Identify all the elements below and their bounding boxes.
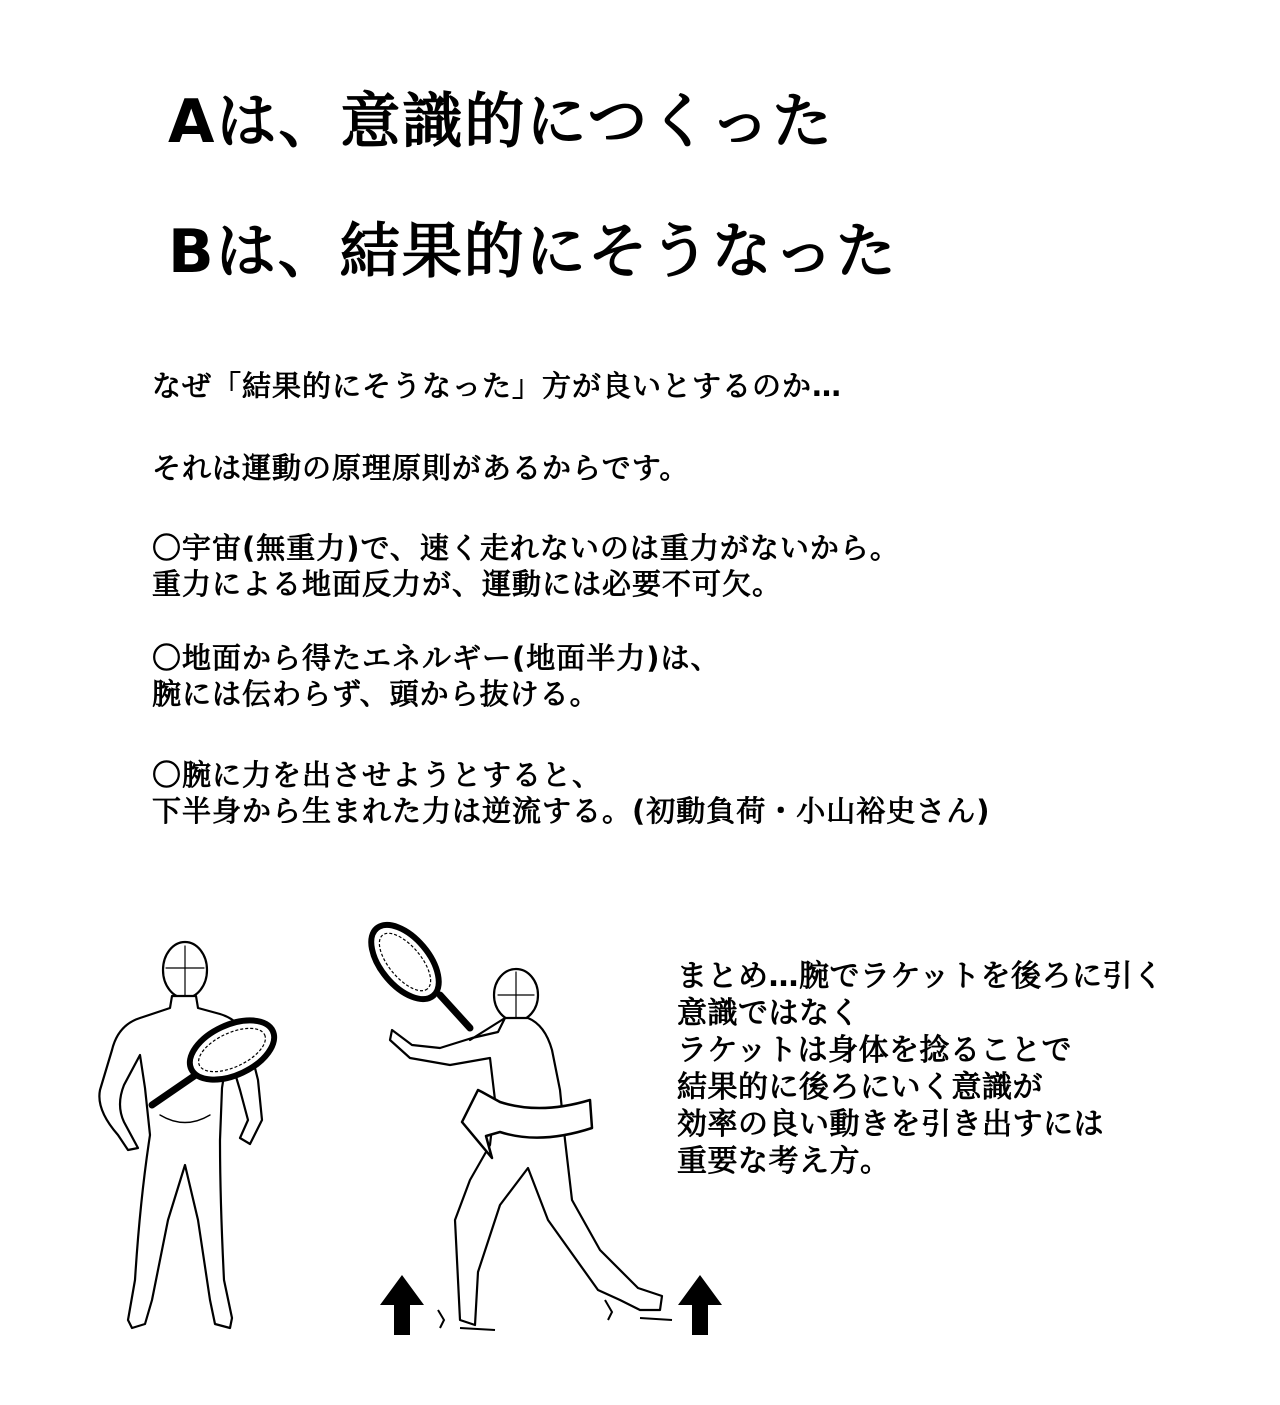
summary-block <box>677 958 1164 1180</box>
illustration <box>0 900 760 1380</box>
paragraph-line: 〇腕に力を出させようとすると、 <box>152 758 603 792</box>
paragraph-line: それは運動の原理原則があるからです。 <box>152 451 690 485</box>
paragraph-line: 下半身から生まれた力は逆流する。(初動負荷・小山裕史さん) <box>152 794 991 828</box>
summary-line: 重要な考え方。 <box>677 1144 891 1179</box>
up-arrow-icon <box>380 1275 424 1335</box>
summary-line: 効率の良い動きを引き出すには <box>677 1107 1104 1142</box>
paragraph-line: なぜ「結果的にそうなった」方が良いとするのか… <box>152 369 843 403</box>
racket-b <box>358 913 470 1028</box>
paragraph-gravity <box>152 530 900 602</box>
summary-line: ラケットは身体を捻ることで <box>677 1033 1072 1068</box>
paragraph-ground-energy <box>152 640 721 712</box>
paragraph-line: 腕には伝わらず、頭から抜ける。 <box>152 677 600 711</box>
summary-line: 結果的に後ろにいく意識が <box>677 1070 1043 1105</box>
paragraph-line: 〇地面から得たエネルギー(地面半力)は、 <box>152 641 721 675</box>
summary-line: まとめ…腕でラケットを後ろに引く <box>677 959 1164 994</box>
summary-line: 意識ではなく <box>677 996 860 1031</box>
paragraph-arm-force <box>152 757 991 829</box>
up-arrow-icon <box>678 1275 722 1335</box>
tennis-player-a <box>99 942 262 1328</box>
heading-b: Bは、結果的にそうなった <box>168 217 898 287</box>
paragraph-line: 〇宇宙(無重力)で、速く走れないのは重力がないから。 <box>152 531 900 565</box>
tennis-player-b <box>390 969 662 1325</box>
paragraph-line: 重力による地面反力が、運動には必要不可欠。 <box>152 567 783 601</box>
heading-a: Aは、意識的につくった <box>168 87 835 157</box>
paragraph-principle <box>152 450 689 486</box>
paragraph-why <box>152 368 842 404</box>
